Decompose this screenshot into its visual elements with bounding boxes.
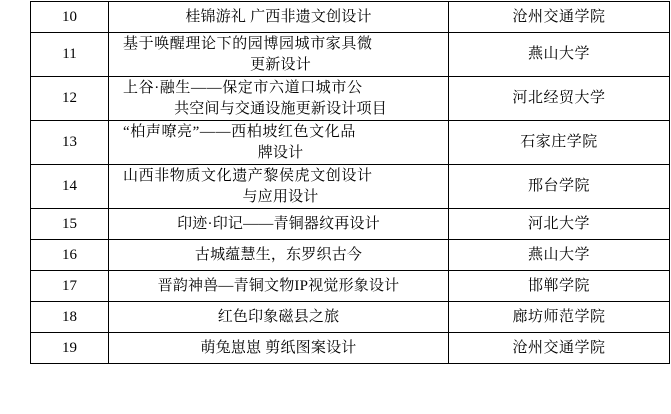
row-title bbox=[109, 165, 449, 209]
row-number: 12 bbox=[31, 77, 109, 121]
table-row bbox=[31, 333, 670, 364]
row-number: 19 bbox=[31, 333, 109, 364]
title-line: 与应用设计 bbox=[242, 188, 319, 205]
row-organization: 石家庄学院 bbox=[449, 121, 670, 165]
row-title bbox=[109, 77, 449, 121]
table-body bbox=[31, 2, 670, 364]
row-number: 11 bbox=[31, 33, 109, 77]
table-row bbox=[31, 77, 670, 121]
row-number: 13 bbox=[31, 121, 109, 165]
title-line: 印迹·印记——青铜器纹再设计 bbox=[177, 215, 380, 232]
row-organization: 河北大学 bbox=[449, 209, 670, 240]
row-title bbox=[109, 209, 449, 240]
row-organization: 廊坊师范学院 bbox=[449, 302, 670, 333]
title-line: 红色印象磁县之旅 bbox=[217, 308, 340, 325]
table-row bbox=[31, 165, 670, 209]
table-row bbox=[31, 240, 670, 271]
row-number: 16 bbox=[31, 240, 109, 271]
row-organization: 燕山大学 bbox=[449, 240, 670, 271]
row-title bbox=[109, 271, 449, 302]
award-works-table bbox=[30, 1, 670, 364]
title-line: 山西非物质文化遗产黎侯虎文创设计 bbox=[123, 168, 373, 185]
table-row bbox=[31, 271, 670, 302]
row-title bbox=[109, 333, 449, 364]
row-number: 15 bbox=[31, 209, 109, 240]
title-line: 萌兔崽崽 剪纸图案设计 bbox=[200, 339, 357, 356]
table-row bbox=[31, 2, 670, 33]
row-organization: 沧州交通学院 bbox=[449, 333, 670, 364]
title-line: 桂锦游礼 广西非遗文创设计 bbox=[185, 8, 372, 25]
title-line: 基于唤醒理论下的园博园城市家具微 bbox=[123, 36, 373, 53]
row-organization: 沧州交通学院 bbox=[449, 2, 670, 33]
row-number: 17 bbox=[31, 271, 109, 302]
row-organization: 邢台学院 bbox=[449, 165, 670, 209]
table-row bbox=[31, 302, 670, 333]
title-line: 更新设计 bbox=[250, 56, 311, 73]
row-organization: 燕山大学 bbox=[449, 33, 670, 77]
row-title bbox=[109, 302, 449, 333]
row-number: 14 bbox=[31, 165, 109, 209]
title-line: 共空间与交通设施更新设计项目 bbox=[174, 100, 387, 117]
row-title bbox=[109, 33, 449, 77]
table-row bbox=[31, 209, 670, 240]
title-line: 牌设计 bbox=[257, 144, 304, 161]
document-page bbox=[0, 1, 671, 414]
title-line: “柏声嘹亮”——西柏坡红色文化品 bbox=[123, 124, 356, 141]
title-line: 古城蕴慧生，东罗织古今 bbox=[194, 246, 363, 263]
table-row bbox=[31, 121, 670, 165]
title-line: 上谷·融生——保定市六道口城市公 bbox=[123, 80, 363, 97]
row-title bbox=[109, 240, 449, 271]
title-line: 晋韵神兽—青铜文物IP视觉形象设计 bbox=[157, 277, 400, 294]
row-organization: 河北经贸大学 bbox=[449, 77, 670, 121]
row-title bbox=[109, 2, 449, 33]
row-organization: 邯郸学院 bbox=[449, 271, 670, 302]
row-number: 18 bbox=[31, 302, 109, 333]
row-title bbox=[109, 121, 449, 165]
row-number: 10 bbox=[31, 2, 109, 33]
table-row bbox=[31, 33, 670, 77]
